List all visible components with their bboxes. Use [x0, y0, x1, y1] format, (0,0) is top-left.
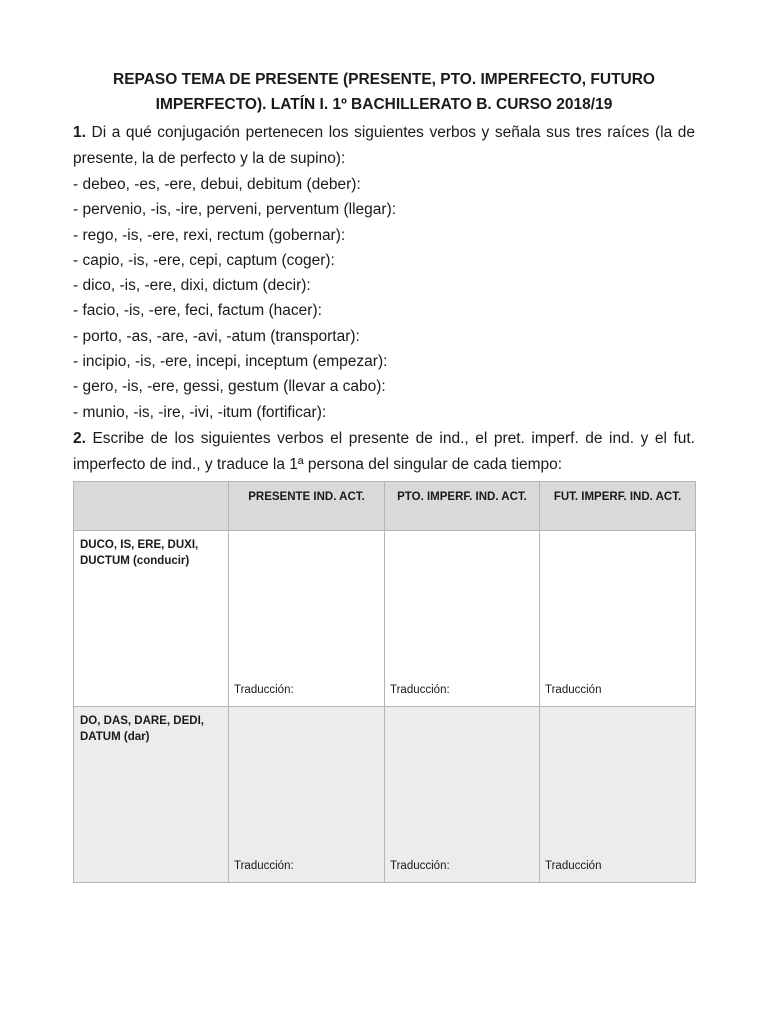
translation-label: Traducción: — [390, 684, 450, 696]
header-blank — [74, 482, 229, 531]
list-item: - facio, -is, -ere, feci, factum (hacer): — [73, 302, 322, 320]
answer-cell[interactable] — [229, 531, 385, 707]
question-1-number: 1. — [73, 124, 86, 141]
title-line-1: REPASO TEMA DE PRESENTE (PRESENTE, PTO. IMPERFECTO, FUTURO — [113, 71, 655, 88]
list-item: - pervenio, -is, -ire, perveni, perventum (llegar): — [73, 201, 397, 219]
translation-label: Traducción — [545, 860, 602, 872]
answer-cell[interactable] — [540, 531, 696, 707]
list-item: - gero, -is, -ere, gessi, gestum (llevar a cabo): — [73, 378, 386, 396]
list-item: - porto, -as, -are, -avi, -atum (transportar): — [73, 327, 360, 345]
list-item: - incipio, -is, -ere, incepi, inceptum (empezar): — [73, 353, 388, 371]
translation-label: Traducción: — [390, 860, 450, 872]
header-fut-imperf: FUT. IMPERF. IND. ACT. — [540, 482, 696, 531]
list-item: - rego, -is, -ere, rexi, rectum (gobernar): — [73, 226, 346, 244]
list-item: - dico, -is, -ere, dixi, dictum (decir): — [73, 277, 311, 295]
answer-cell[interactable] — [229, 707, 385, 883]
header-pto-imperf: PTO. IMPERF. IND. ACT. — [385, 482, 540, 531]
list-item: - debeo, -es, -ere, debui, debitum (deber): — [73, 176, 361, 193]
question-2-number: 2. — [73, 430, 86, 447]
list-item: - munio, -is, -ire, -ivi, -itum (fortificar): — [73, 403, 327, 421]
header-presente: PRESENTE IND. ACT. — [229, 482, 385, 531]
table-row — [74, 531, 696, 707]
row-label-do: DO, DAS, DARE, DEDI, DATUM (dar) — [74, 707, 229, 883]
question-2-text: Escribe de los siguientes verbos el presente de ind., el pret. imperf. de ind. y el fut. imperfecto de ind., y traduce la 1ª persona del singular de cada tiempo: — [73, 430, 695, 473]
translation-label: Traducción — [545, 684, 602, 696]
table-row — [74, 707, 696, 883]
verb-list — [73, 172, 695, 425]
answer-cell[interactable] — [385, 707, 540, 883]
translation-label: Traducción: — [234, 684, 294, 696]
list-item: - capio, -is, -ere, cepi, captum (coger): — [73, 251, 335, 269]
answer-cell[interactable] — [385, 531, 540, 707]
conjugation-table — [73, 481, 696, 883]
translation-label: Traducción: — [234, 860, 294, 872]
question-2 — [73, 426, 695, 477]
row-label-duco: DUCO, IS, ERE, DUXI, DUCTUM (conducir) — [74, 531, 229, 707]
answer-cell[interactable] — [540, 707, 696, 883]
title-line-2: IMPERFECTO). LATÍN I. 1º BACHILLERATO B. CURSO 2018/19 — [155, 96, 613, 113]
question-1-text: Di a qué conjugación pertenecen los siguientes verbos y señala sus tres raíces (la de presente, la de perfecto y la de supino): — [73, 124, 695, 167]
question-1 — [73, 120, 695, 171]
table-header-row — [74, 482, 696, 531]
